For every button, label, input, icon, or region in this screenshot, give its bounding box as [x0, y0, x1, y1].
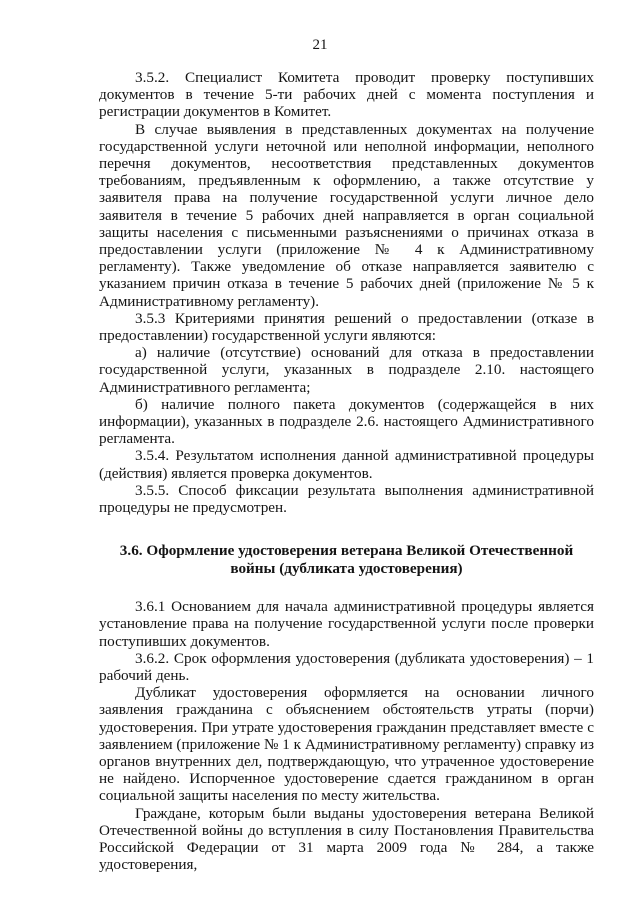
- paragraph-3-6-2: 3.6.2. Срок оформления удостоверения (дубликата удостоверения) – 1 рабочий день.: [99, 649, 594, 684]
- paragraph-3-6-1: 3.6.1 Основанием для начала административной процедуры является установление права на получение государственной услуги после проверки поступивших документов.: [99, 598, 594, 650]
- paragraph-3-5-4: 3.5.4. Результатом исполнения данной административной процедуры (действия) является проверка документов.: [99, 447, 594, 482]
- paragraph-duplicate: Дубликат удостоверения оформляется на основании личного заявления гражданина с объяснением обстоятельств утраты (порчи) удостоверения. При утрате удостоверения гражданин представляет вместе с заявлением (приложение № 1 к Административному регламенту) справку из органов внутренних дел, подтверждающую, что утраченное удостоверение не найдено. Испорченное удостоверение сдается гражданином в орган социальной защиты населения по месту жительства.: [99, 684, 594, 805]
- paragraph-3-5-3: 3.5.3 Критериями принятия решений о предоставлении (отказе в предоставлении) государственной услуги являются:: [99, 309, 594, 345]
- page-number: 21: [312, 37, 328, 53]
- document-body: [99, 69, 594, 873]
- section-heading-3-6: 3.6. Оформление удостоверения ветерана Великой Отечественной войны (дубликата удостоверения): [119, 542, 574, 577]
- paragraph-criterion-b: б) наличие полного пакета документов (содержащейся в них информации), указанных в подразделе 2.6. настоящего Административного регламента.: [99, 395, 594, 448]
- paragraph-citizens: Граждане, которым были выданы удостоверения ветерана Великой Отечественной войны до вступления в силу Постановления Правительства Российской Федерации от 31 марта 2009 года № 284, а также удостоверения,: [99, 804, 594, 874]
- paragraph-3-5-5: 3.5.5. Способ фиксации результата выполнения административной процедуры не предусмотрен.: [99, 481, 594, 517]
- paragraph-refusal-cases: В случае выявления в представленных документах на получение государственной услуги неточной или неполной информации, неполного перечня документов, несоответствия представленных документов требованиям, предъявленным к оформлению, а также отсутствие у заявителя права на получение государственной услуги личное дело заявителя в течение 5 рабочих дней направляется в орган социальной защиты населения с письменными разъяснениями о причинах отказа в предоставлении услуги (приложение № 4 к Административному регламенту). Также уведомление об отказе направляется заявителю с указанием причин отказа в течение 5 рабочих дней (приложение № 5 к Административному регламенту).: [99, 120, 594, 310]
- paragraph-3-5-2: 3.5.2. Специалист Комитета проводит проверку поступивших документов в течение 5-ти рабочих дней с момента поступления и регистрации документов в Комитет.: [99, 69, 594, 121]
- paragraph-criterion-a: а) наличие (отсутствие) оснований для отказа в предоставлении государственной услуги, указанных в подразделе 2.10. настоящего Административного регламента;: [99, 344, 594, 396]
